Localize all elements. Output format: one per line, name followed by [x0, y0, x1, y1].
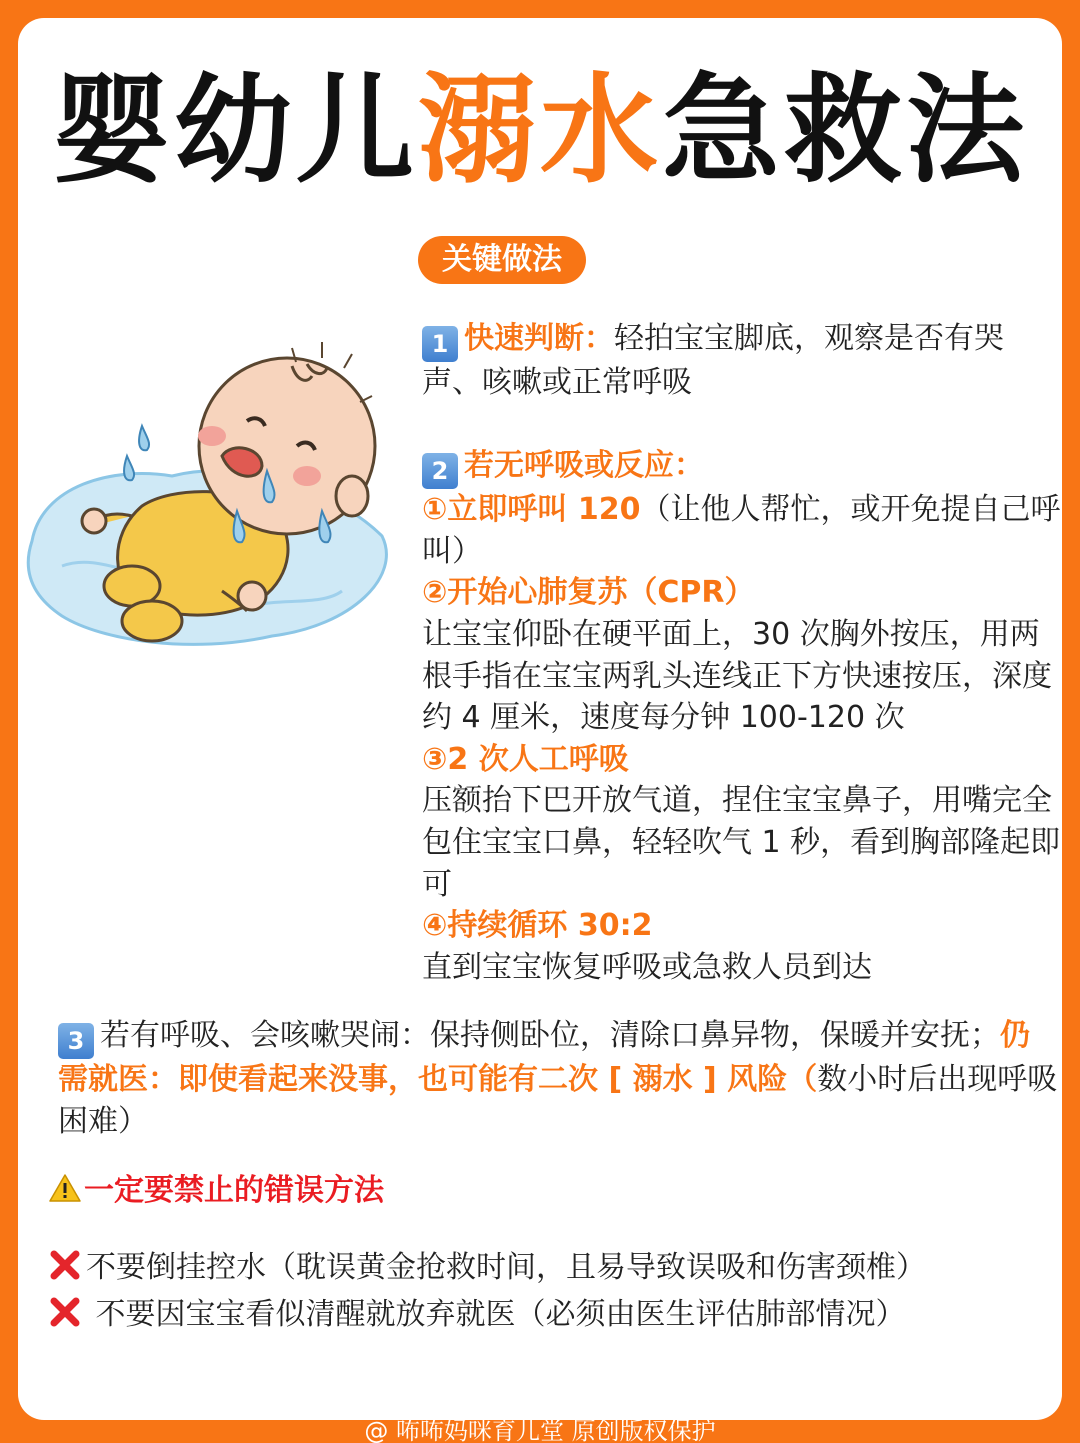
title-highlight: 溺水: [417, 61, 662, 199]
step-2a-heading: ①立即呼叫 120: [422, 492, 641, 528]
keycap-3-icon: 3: [58, 1023, 94, 1059]
baby-drowning-illustration: [22, 336, 402, 656]
step-2d-text: 直到宝宝恢复呼吸或急救人员到达: [422, 949, 872, 985]
dont-item-1: [48, 1247, 926, 1289]
step-1: [422, 318, 1062, 404]
key-steps-badge: 关键做法: [418, 236, 586, 284]
step-2b-text: 让宝宝仰卧在硬平面上，30 次胸外按压，用两根手指在宝宝两乳头连线正下方快速按压，深度约 4 厘米，速度每分钟 100-120 次: [422, 616, 1052, 736]
warning-icon: [48, 1173, 82, 1203]
dont-item-2-text: 不要因宝宝看似清醒就放弃就医（必须由医生评估肺部情况）: [86, 1297, 906, 1332]
step-2d-heading: ④持续循环 30:2: [422, 908, 653, 944]
step-2c-heading: ③2 次人工呼吸: [422, 741, 629, 777]
step-3-text: 若有呼吸、会咳嗽哭闹：保持侧卧位，清除口鼻异物，保暖并安抚；: [100, 1018, 1000, 1053]
title-part-3: 急救法: [662, 61, 1029, 199]
step-2: [422, 445, 1062, 988]
step-1-text: 轻拍宝宝脚底，观察是否有哭声、咳嗽或正常呼吸: [422, 321, 1004, 400]
copyright-footer: @ 咘咘妈咪育儿堂 原创版权保护: [364, 1417, 716, 1443]
warning-title: 一定要禁止的错误方法: [84, 1173, 384, 1208]
step-2-heading: 若无呼吸或反应：: [464, 448, 704, 484]
keycap-2-icon: 2: [422, 453, 458, 489]
step-2c-text: 压额抬下巴开放气道，捏住宝宝鼻子，用嘴完全包住宝宝口鼻，轻轻吹气 1 秒，看到胸部隆起即可: [422, 783, 1061, 902]
step-2b-heading: ②开始心肺复苏（CPR）: [422, 575, 755, 611]
steps-section: [422, 318, 1062, 988]
step-3: [58, 1015, 1058, 1143]
cross-mark-icon: [48, 1295, 82, 1329]
cross-mark-icon: [48, 1248, 82, 1282]
page-title: [0, 60, 1080, 200]
step-2a-text: （让他人帮忙，或开免提自己呼叫）: [422, 492, 1061, 569]
dont-item-1-text: 不要倒挂控水（耽误黄金抢救时间，且易导致误吸和伤害颈椎）: [86, 1250, 926, 1285]
warning-heading: [48, 1170, 384, 1212]
title-part-1: 婴幼儿: [51, 61, 418, 199]
dont-item-2: [48, 1294, 906, 1336]
step-3-text-2: 数小时后出现呼吸困难）: [58, 1062, 1058, 1139]
keycap-1-icon: 1: [422, 326, 458, 362]
step-1-heading: 快速判断：: [464, 321, 614, 356]
step-3-heading: 仍需就医：即使看起来没事，也可能有二次 [ 溺水 ] 风险（: [58, 1018, 1030, 1097]
